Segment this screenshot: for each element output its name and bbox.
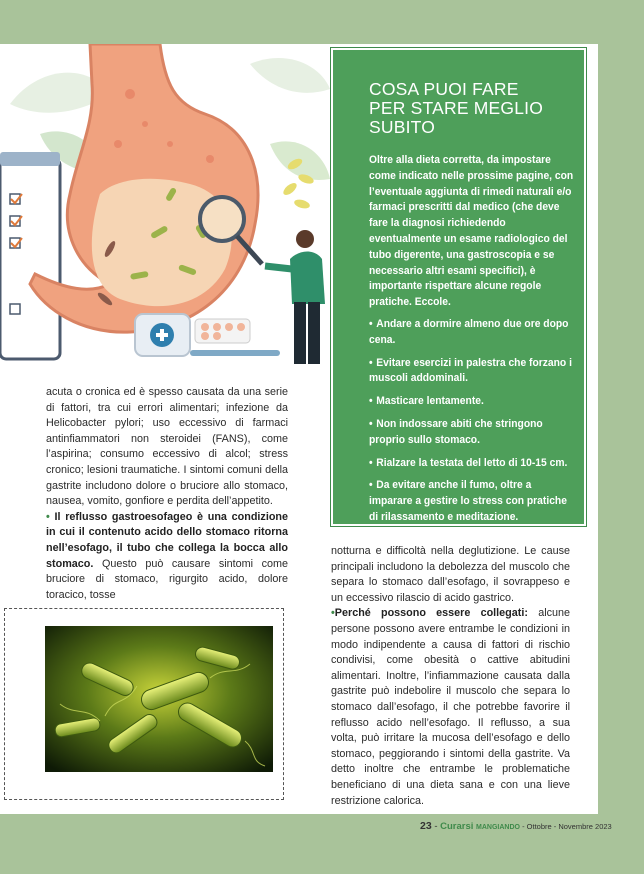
pills-blister — [195, 319, 250, 343]
tip-item: • Da evitare anche il fumo, oltre a imparare a gestire lo stress con pratiche di rilassamento e meditazione. — [369, 479, 567, 523]
tip-item: • Non indossare abiti che stringono proprio sullo stomaco. — [369, 417, 543, 446]
leaf-decoration — [250, 58, 330, 93]
tips-intro: Oltre alla dieta corretta, da impostare come indicato nelle prossime pagine, con l’eventuale aggiunta di rimedi naturali e/o farmaci prescritti dal medico (che deve fare la diagnosi richiedendo eventualmente un esame radiologico del tubo digerente, una gastroscopia e se necessario altri esami specifici), è importante rispettare alcune regole pratiche. Eccole. — [369, 154, 574, 309]
paragraph: acuta o cronica ed è spesso causata da una serie di fattori, tra cui errori alimentari; infezione da Helicobacter pylori; uso eccessivo di farmaci antinfiammatori non steroidei (FANS), come l’aspirina; consumo eccessivo di alcol; stress cronico; lesioni traumatiche. I sintomi comuni della gastrite includono dolore o bruciore allo stomaco, nausea, vomito, gonfiore e perdita dell’appetito. — [46, 386, 288, 508]
issue-date: - Ottobre - Novembre 2023 — [520, 822, 612, 831]
magazine-name: Curarsi — [440, 821, 474, 832]
paragraph: •Perché possono essere collegati: alcune persone possono avere entrambe le condizioni in modo indipendente a causa di fattori di rischio condivisi, come obesità o cattive abitudini alimentari. Inoltre, l’infiammazione causata dalla gastrite può indebolire il muscolo che separa lo stomaco dall’esofago, il che potrebbe favorire il reflusso acido nell’esofago. Il reflusso, a sua volta, può irritare la mucosa dell’esofago e dello stomaco, peggiorando i sintomi della gastrite. Va detto inoltre che entrambe le problematiche beneficiano di una dieta sana e con una lieve restrizione calorica. — [331, 607, 571, 807]
tips-list — [369, 317, 570, 526]
page-number: 23 — [420, 820, 432, 832]
doctor-figure — [265, 230, 325, 364]
paragraph: notturna e difficoltà nella deglutizione. Le cause principali includono la debolezza del muscolo che separa lo stomaco dall’esofago, il sovrappeso e un eccessivo rilascio di acido gastrico. — [331, 545, 570, 604]
clipboard — [0, 152, 60, 359]
right-column — [331, 544, 570, 809]
tips-box — [331, 48, 586, 526]
thermometer — [190, 350, 280, 356]
stomach-illustration — [0, 44, 336, 380]
tip-item: • Masticare lentamente. — [369, 395, 484, 408]
tips-title: COSA PUOI FARE PER STARE MEGLIO SUBITO — [369, 79, 544, 137]
tip-item: • Andare a dormire almeno due ore dopo cena. — [369, 317, 569, 346]
left-column — [46, 385, 288, 603]
tip-item: • Evitare esercizi in palestra che forzano i muscoli addominali. — [369, 356, 572, 385]
tip-item: • Rialzare la testata del letto di 10-15 cm. — [369, 456, 568, 469]
medical-kit — [135, 314, 190, 356]
bacteria-photo — [45, 626, 273, 772]
page-footer: 23 - Curarsi MANGIANDO - Ottobre - Novembre 2023 — [420, 820, 612, 832]
paragraph: • Il reflusso gastroesofageo è una condizione in cui il contenuto acido dello stomaco ritorna nell’esofago, il tubo che collega la bocca allo stomaco. Questo può causare sintomi come bruciore di stomaco, rigurgito acido, dolore toracico, tosse — [46, 510, 289, 601]
